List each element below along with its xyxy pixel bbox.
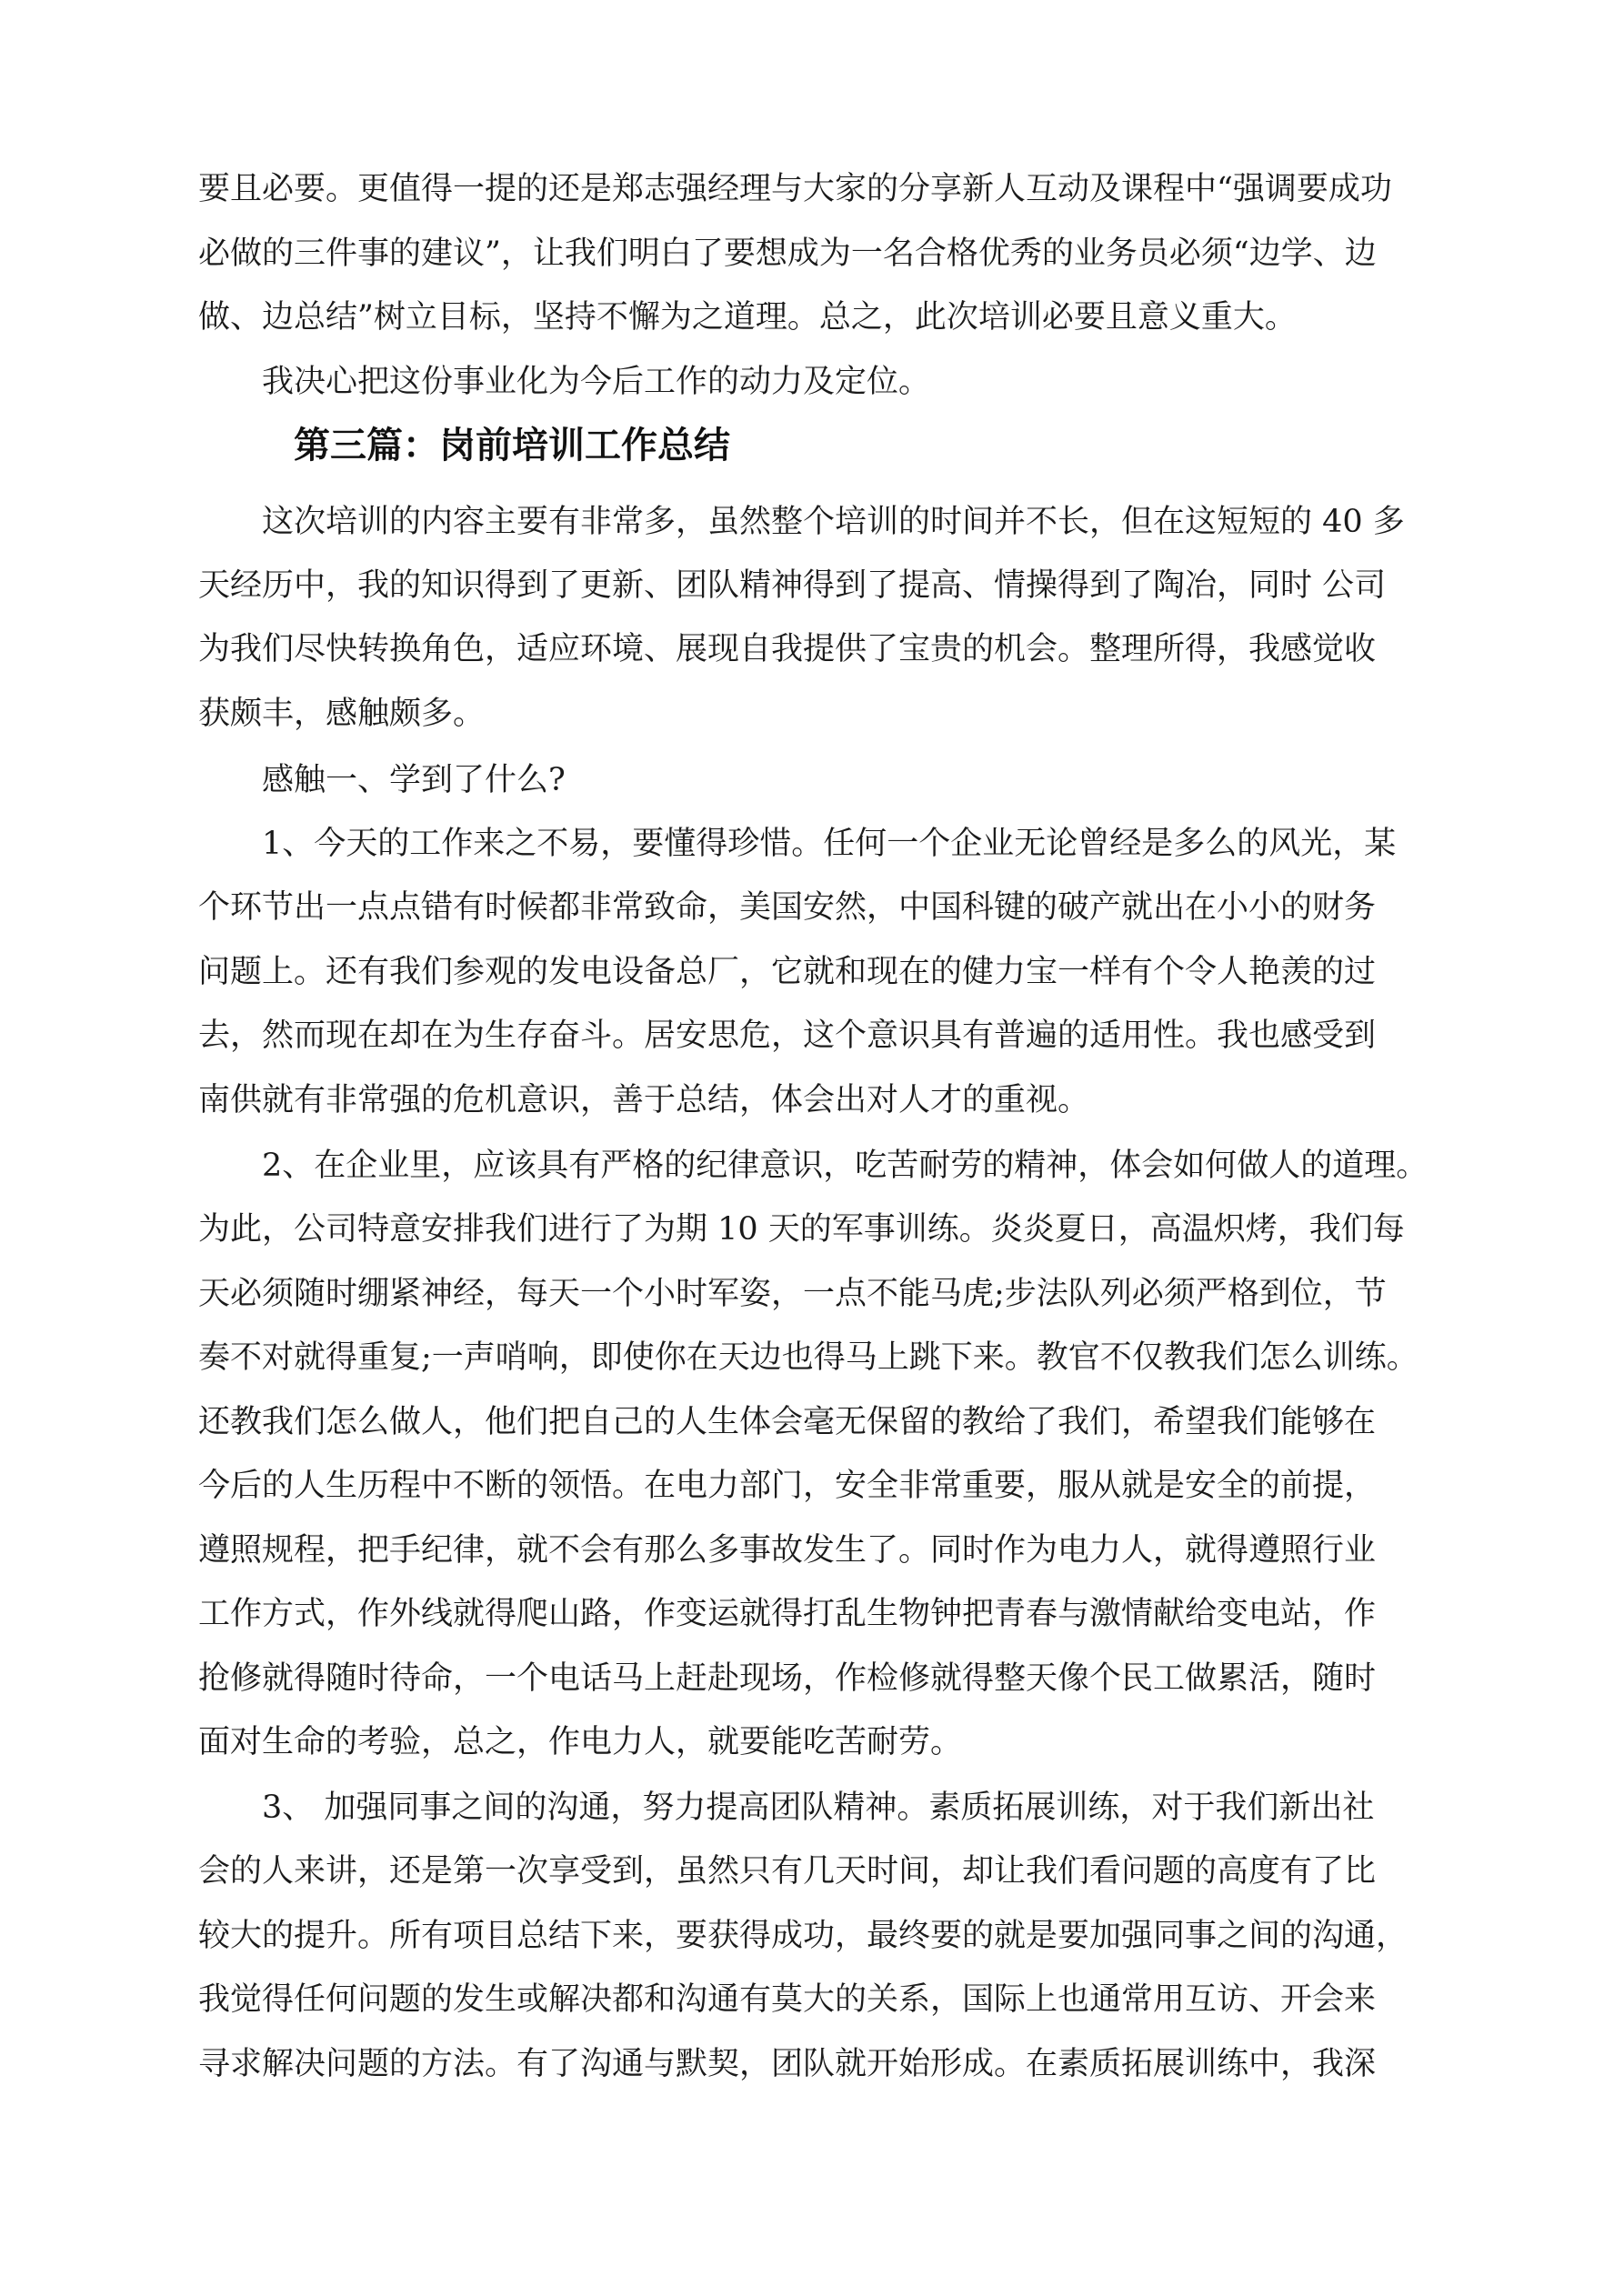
paragraph-line: 会的人来讲，还是第一次享受到，虽然只有几天时间，却让我们看问题的高度有了比 xyxy=(198,1853,1377,1890)
paragraph-line: 我觉得任何问题的发生或解决都和沟通有莫大的关系，国际上也通常用互访、开会来 xyxy=(198,1981,1377,2018)
paragraph-line: 天经历中，我的知识得到了更新、团队精神得到了提高、情操得到了陶冶，同时 公司 xyxy=(198,567,1387,604)
paragraph-line: 要且必要。更值得一提的还是郑志强经理与大家的分享新人互动及课程中“强调要成功 xyxy=(198,171,1392,207)
paragraph-line: 个环节出一点点错有时候都非常致命，美国安然，中国科键的破产就出在小小的财务 xyxy=(198,889,1377,926)
paragraph-line: 问题上。还有我们参观的发电设备总厂，它就和现在的健力宝一样有个令人艳羡的过 xyxy=(198,954,1377,990)
paragraph-line: 获颇丰，感触颇多。 xyxy=(198,696,486,732)
paragraph-line: 今后的人生历程中不断的领悟。在电力部门，安全非常重要，服从就是安全的前提， xyxy=(198,1468,1377,1504)
section-heading: 第三篇：岗前培训工作总结 xyxy=(294,424,730,466)
paragraph-line: 面对生命的考验，总之，作电力人，就要能吃苦耐劳。 xyxy=(198,1724,963,1760)
paragraph-line: 南供就有非常强的危机意识，善于总结，体会出对人才的重视。 xyxy=(198,1082,1090,1118)
paragraph-line: 天必须随时绷紧神经，每天一个小时军姿，一点不能马虎;步法队列必须严格到位，节 xyxy=(198,1276,1387,1312)
paragraph-line: 1、今天的工作来之不易，要懂得珍惜。任何一个企业无论曾经是多么的风光，某 xyxy=(262,826,1397,862)
paragraph-line: 奏不对就得重复;一声哨响，即使你在天边也得马上跳下来。教官不仅教我们怎么训练。 xyxy=(198,1339,1418,1376)
paragraph-line: 为我们尽快转换角色，适应环境、展现自我提供了宝贵的机会。整理所得，我感觉收 xyxy=(198,631,1377,667)
paragraph-line: 必做的三件事的建议”，让我们明白了要想成为一名合格优秀的业务员必须“边学、边 xyxy=(198,236,1377,272)
paragraph-line: 感触一、学到了什么? xyxy=(262,762,566,798)
paragraph-line: 2、在企业里，应该具有严格的纪律意识，吃苦耐劳的精神，体会如何做人的道理。 xyxy=(262,1148,1429,1184)
paragraph-line: 做、边总结”树立目标，坚持不懈为之道理。总之，此次培训必要且意义重大。 xyxy=(198,299,1297,336)
paragraph-line: 3、 加强同事之间的沟通，努力提高团队精神。素质拓展训练，对于我们新出社 xyxy=(262,1790,1375,1826)
paragraph-line: 较大的提升。所有项目总结下来，要获得成功，最终要的就是要加强同事之间的沟通， xyxy=(198,1918,1408,1954)
paragraph-line: 我决心把这份事业化为今后工作的动力及定位。 xyxy=(262,364,931,400)
paragraph-line: 还教我们怎么做人，他们把自己的人生体会毫无保留的教给了我们，希望我们能够在 xyxy=(198,1404,1377,1440)
paragraph-line: 这次培训的内容主要有非常多，虽然整个培训的时间并不长，但在这短短的 40 多 xyxy=(262,504,1405,540)
paragraph-line: 为此，公司特意安排我们进行了为期 10 天的军事训练。炎炎夏日，高温炽烤，我们每 xyxy=(198,1211,1405,1248)
paragraph-line: 抢修就得随时待命，一个电话马上赶赴现场，作检修就得整天像个民工做累活，随时 xyxy=(198,1660,1377,1697)
paragraph-line: 寻求解决问题的方法。有了沟通与默契，团队就开始形成。在素质拓展训练中，我深 xyxy=(198,2046,1377,2082)
paragraph-line: 遵照规程，把手纪律，就不会有那么多事故发生了。同时作为电力人，就得遵照行业 xyxy=(198,1532,1377,1569)
paragraph-line: 去，然而现在却在为生存奋斗。居安思危，这个意识具有普遍的适用性。我也感受到 xyxy=(198,1018,1377,1054)
paragraph-line: 工作方式，作外线就得爬山路，作变运就得打乱生物钟把青春与激情献给变电站，作 xyxy=(198,1596,1377,1632)
